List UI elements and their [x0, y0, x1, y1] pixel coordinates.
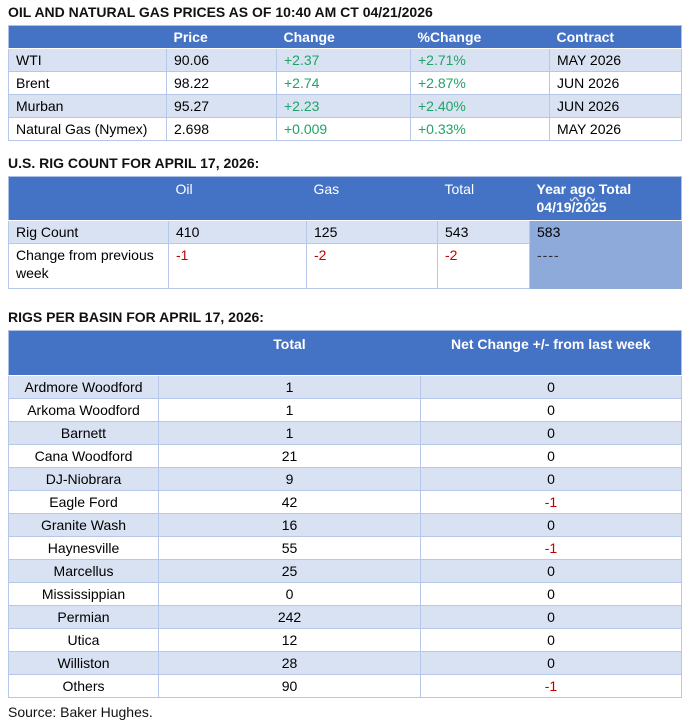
rig-total-change: -2 [438, 244, 530, 289]
rigs-per-basin-table [8, 330, 682, 698]
basin-name: Eagle Ford [9, 491, 159, 514]
pct-change-value: +2.40% [411, 95, 550, 118]
basin-name: Permian [9, 606, 159, 629]
basin-total: 90 [159, 675, 421, 698]
basin-row-mississippian [9, 583, 682, 606]
rigs-per-basin-section-title: RIGS PER BASIN FOR APRIL 17, 2026: [8, 309, 264, 325]
basin-net-change: 0 [421, 376, 682, 399]
basin-row-ardmore-woodford [9, 376, 682, 399]
basin-name: Utica [9, 629, 159, 652]
basin-row-granite-wash [9, 514, 682, 537]
basin-row-utica [9, 629, 682, 652]
prices-header-pct-change: %Change [411, 26, 550, 49]
prices-header-contract: Contract [550, 26, 682, 49]
price-value: 95.27 [167, 95, 277, 118]
section-gap [8, 141, 681, 156]
prices-header-empty [9, 26, 167, 49]
rig-header-gas: Gas [307, 177, 438, 221]
basin-net-change: -1 [421, 675, 682, 698]
basin-name: DJ-Niobrara [9, 468, 159, 491]
basin-name: Marcellus [9, 560, 159, 583]
rig-count-section-title: U.S. RIG COUNT FOR APRIL 17, 2026: [8, 155, 260, 171]
basin-total: 1 [159, 376, 421, 399]
basin-row-marcellus [9, 560, 682, 583]
rig-year-ago-value: 583 [530, 221, 682, 244]
basin-net-change: -1 [421, 491, 682, 514]
basin-name: Arkoma Woodford [9, 399, 159, 422]
year-ago-text-squiggle: ago [569, 181, 595, 197]
basin-net-change: 0 [421, 652, 682, 675]
basin-net-change: 0 [421, 468, 682, 491]
rig-oil-value: 410 [169, 221, 307, 244]
price-row-wti [9, 49, 682, 72]
rig-gas-change: -2 [307, 244, 438, 289]
basin-net-change: 0 [421, 629, 682, 652]
rig-oil-change: -1 [169, 244, 307, 289]
basin-row-eagle-ford [9, 491, 682, 514]
basin-name: Ardmore Woodford [9, 376, 159, 399]
rig-row-label: Change from previous week [9, 244, 169, 289]
basin-row-williston [9, 652, 682, 675]
basin-name: Granite Wash [9, 514, 159, 537]
basin-total: 28 [159, 652, 421, 675]
basin-total: 0 [159, 583, 421, 606]
basin-net-change: -1 [421, 537, 682, 560]
basin-header-net-change: Net Change +/- from last week [421, 331, 682, 376]
rig-count-row [9, 221, 682, 244]
change-value: +2.74 [277, 72, 411, 95]
basin-total: 12 [159, 629, 421, 652]
change-value: +2.23 [277, 95, 411, 118]
basin-total: 42 [159, 491, 421, 514]
basin-row-cana-woodford [9, 445, 682, 468]
basin-row-permian [9, 606, 682, 629]
basin-net-change: 0 [421, 606, 682, 629]
year-ago-text: Total [594, 181, 632, 197]
prices-header-change: Change [277, 26, 411, 49]
basin-total: 242 [159, 606, 421, 629]
rig-header-year-ago-total [530, 177, 682, 221]
price-value: 98.22 [167, 72, 277, 95]
rig-change-row [9, 244, 682, 289]
basin-name: Mississippian [9, 583, 159, 606]
pct-change-value: +2.71% [411, 49, 550, 72]
rig-row-label: Rig Count [9, 221, 169, 244]
price-row-brent [9, 72, 682, 95]
pct-change-value: +2.87% [411, 72, 550, 95]
pct-change-value: +0.33% [411, 118, 550, 141]
price-value: 90.06 [167, 49, 277, 72]
year-ago-date: 04/19/2025 [536, 199, 607, 215]
rig-header-empty [9, 177, 169, 221]
price-value: 2.698 [167, 118, 277, 141]
commodity-name: Natural Gas (Nymex) [9, 118, 167, 141]
price-row-murban [9, 95, 682, 118]
basin-net-change: 0 [421, 583, 682, 606]
rig-total-value: 543 [438, 221, 530, 244]
basin-total: 55 [159, 537, 421, 560]
basin-row-haynesville [9, 537, 682, 560]
basin-net-change: 0 [421, 399, 682, 422]
contract-value: JUN 2026 [550, 95, 682, 118]
section-gap [8, 289, 681, 310]
basin-header-empty [9, 331, 159, 376]
contract-value: MAY 2026 [550, 49, 682, 72]
basin-row-barnett [9, 422, 682, 445]
source-attribution: Source: Baker Hughes. [8, 704, 153, 720]
prices-header-row [9, 26, 682, 49]
basin-total: 9 [159, 468, 421, 491]
commodity-name: Brent [9, 72, 167, 95]
change-value: +2.37 [277, 49, 411, 72]
prices-header-price: Price [167, 26, 277, 49]
contract-value: MAY 2026 [550, 118, 682, 141]
basin-net-change: 0 [421, 445, 682, 468]
us-rig-count-table [8, 176, 682, 289]
basin-row-arkoma-woodford [9, 399, 682, 422]
basin-name: Haynesville [9, 537, 159, 560]
rig-header-total: Total [438, 177, 530, 221]
rig-count-header-row [9, 177, 682, 221]
basin-total: 16 [159, 514, 421, 537]
basin-header-total: Total [159, 331, 421, 376]
prices-section-title: OIL AND NATURAL GAS PRICES AS OF 10:40 AM CT 04/21/2026 [8, 4, 433, 20]
basin-name: Barnett [9, 422, 159, 445]
basin-total: 25 [159, 560, 421, 583]
basin-net-change: 0 [421, 514, 682, 537]
commodity-name: WTI [9, 49, 167, 72]
change-value: +0.009 [277, 118, 411, 141]
basin-row-dj-niobrara [9, 468, 682, 491]
basin-name: Others [9, 675, 159, 698]
rig-year-ago-change: ---- [530, 244, 682, 289]
basin-name: Williston [9, 652, 159, 675]
basin-total: 1 [159, 422, 421, 445]
oil-gas-prices-table [8, 25, 682, 141]
basin-net-change: 0 [421, 560, 682, 583]
commodity-name: Murban [9, 95, 167, 118]
basin-name: Cana Woodford [9, 445, 159, 468]
rig-gas-value: 125 [307, 221, 438, 244]
price-row-natural-gas [9, 118, 682, 141]
basin-total: 21 [159, 445, 421, 468]
basin-net-change: 0 [421, 422, 682, 445]
basin-header-row [9, 331, 682, 376]
basin-total: 1 [159, 399, 421, 422]
rig-header-oil: Oil [169, 177, 307, 221]
basin-row-others [9, 675, 682, 698]
year-ago-text: Year [536, 181, 570, 197]
contract-value: JUN 2026 [550, 72, 682, 95]
